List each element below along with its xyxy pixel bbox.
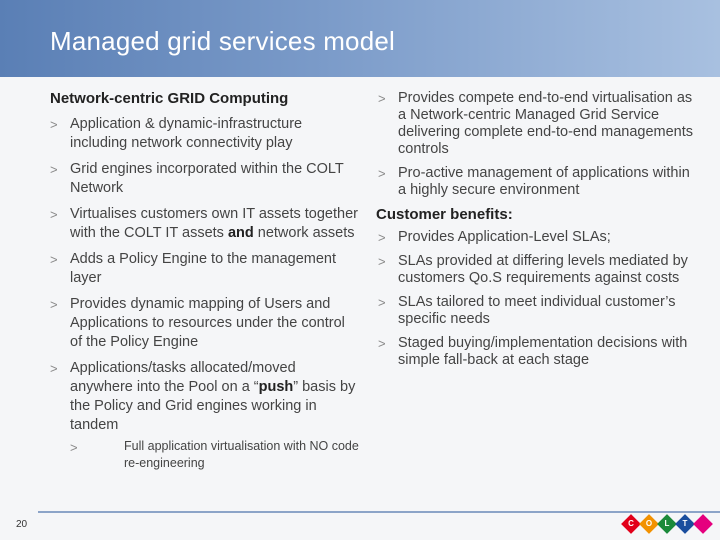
bullet-text-bold: and <box>227 225 254 241</box>
bullet-marker: > <box>50 207 58 222</box>
bullet-marker: > <box>50 361 58 376</box>
logo-diamond-o <box>639 514 659 534</box>
bullet-text: Provides dynamic mapping of Users and Applications to resources under the control of the Policy Engine <box>70 296 345 350</box>
bullet-text: Provides compete end-to-end virtualisation as a Network-centric Managed Grid Service delivering complete end-to-end managements controls <box>398 90 694 157</box>
bullet-text-bold: push <box>258 379 294 395</box>
bullet-text-end: network assets <box>253 225 355 241</box>
bullet-text-end: ” basis by the Policy and Grid engines working in tandem <box>70 379 356 433</box>
logo-letter-l: L <box>664 519 670 528</box>
footer-divider <box>38 511 720 513</box>
bullet-text: SLAs tailored to meet individual customer’s specific needs <box>398 294 676 327</box>
sub-bullet-text: Full application virtualisation with NO code re-engineering <box>124 439 359 470</box>
logo-letter-o: O <box>645 519 653 528</box>
list-item <box>50 205 360 243</box>
logo-diamond-end <box>693 514 713 534</box>
bullet-marker: > <box>50 162 58 177</box>
bullet-marker: > <box>378 166 386 181</box>
bullet-marker: > <box>378 336 386 351</box>
list-item <box>378 253 698 287</box>
bullet-marker: > <box>378 295 386 310</box>
logo-diamond-l <box>657 514 677 534</box>
sub-list-item <box>70 438 360 472</box>
benefits-heading: Customer benefits: <box>376 206 513 223</box>
bullet-text: Adds a Policy Engine to the management layer <box>70 251 336 286</box>
list-item <box>50 295 360 352</box>
list-item <box>378 90 698 158</box>
benefits-list <box>378 229 698 369</box>
list-item <box>50 115 360 153</box>
right-bullet-list <box>378 90 698 199</box>
logo-diamond-t <box>675 514 695 534</box>
list-item <box>378 229 698 246</box>
left-heading: Network-centric GRID Computing <box>50 90 289 107</box>
title-bar <box>0 0 720 77</box>
list-item <box>378 294 698 328</box>
bullet-marker: > <box>50 252 58 267</box>
left-column <box>50 90 360 479</box>
bullet-marker: > <box>378 91 386 106</box>
bullet-text: Grid engines incorporated within the COLT Network <box>70 161 344 196</box>
bullet-marker: > <box>50 297 58 312</box>
bullet-text: SLAs provided at differing levels mediated by customers Qo.S requirements against costs <box>398 253 688 286</box>
list-item <box>378 165 698 199</box>
bullet-text-start: Virtualises customers own IT assets together with the COLT IT assets <box>70 206 358 241</box>
bullet-marker: > <box>50 117 58 132</box>
right-column <box>378 90 698 376</box>
bullet-text: Provides Application-Level SLAs; <box>398 229 611 245</box>
list-item <box>50 359 360 472</box>
logo-diamond-c <box>621 514 641 534</box>
sub-bullet-marker: > <box>70 440 78 455</box>
slide-title: Managed grid services model <box>50 26 396 56</box>
page-number: 20 <box>16 519 28 530</box>
bullet-marker: > <box>378 230 386 245</box>
bullet-text: Staged buying/implementation decisions with simple fall-back at each stage <box>398 335 688 368</box>
list-item <box>50 160 360 198</box>
colt-logo <box>622 515 714 537</box>
bullet-text: Application & dynamic-infrastructure including network connectivity play <box>70 116 303 151</box>
logo-letter-t: T <box>682 519 688 528</box>
left-bullet-list <box>50 115 360 472</box>
bullet-marker: > <box>378 254 386 269</box>
bullet-text: Pro-active management of applications within a highly secure environment <box>398 165 690 198</box>
bullet-text-start: Applications/tasks allocated/moved anywhere into the Pool on a “ <box>70 360 296 395</box>
list-item <box>378 335 698 369</box>
logo-letter-c: C <box>628 519 634 528</box>
list-item <box>50 250 360 288</box>
